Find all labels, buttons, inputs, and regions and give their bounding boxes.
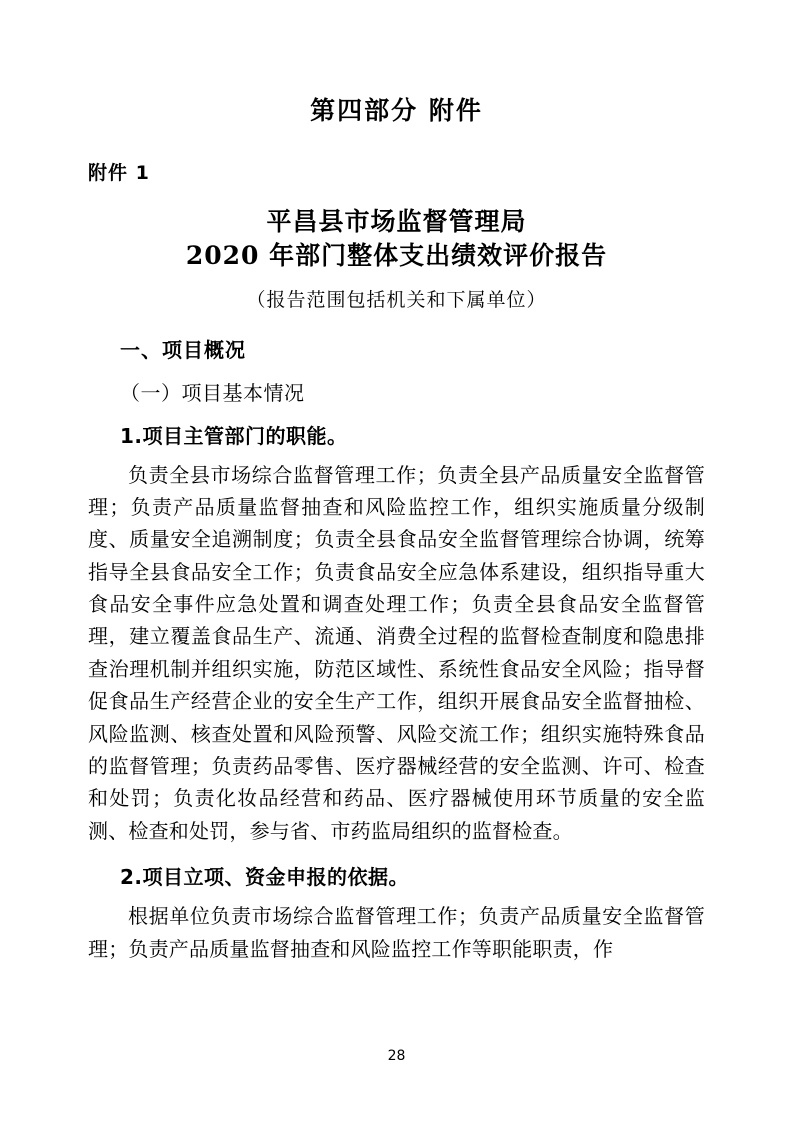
section-heading-1: 一、项目概况 <box>120 337 246 362</box>
subsection-heading-2: 2.项目立项、资金申报的依据。 <box>120 865 410 890</box>
page-content <box>88 0 705 1122</box>
part-title: 第四部分 附件 <box>310 96 483 125</box>
attachment-label: 附件 1 <box>88 162 150 184</box>
body-paragraph-1: 负责全县市场综合监督管理工作；负责全县产品质量安全监督管理；负责产品质量监督抽查和风险监控工作，组织实施质量分级制度、质量安全追溯制度；负责全县食品安全监督管理综合协调，统筹指导全县食品安全工作；负责食品安全应急体系建设，组织指导重大食品安全事件应急处置和调查处理工作；负责全县食品安全监督管理，建立覆盖食品生产、流通、消费全过程的监督检查制度和隐患排查治理机制并组织实施，防范区域性、系统性食品安全风险；指导督促食品生产经营企业的安全生产工作，组织开展食品安全监督抽检、风险监测、核查处置和风险预警、风险交流工作；组织实施特殊食品的监督管理；负责药品零售、医疗器械经营的安全监测、许可、检查和处罚；负责化妆品经营和药品、医疗器械使用环节质量的安全监测、检查和处罚，参与省、市药监局组织的监督检查。 <box>88 462 705 843</box>
document-title-line-1: 平昌县市场监督管理局 <box>266 207 527 236</box>
subsection-heading-1: 1.项目主管部门的职能。 <box>120 423 348 448</box>
page-number: 28 <box>387 1048 406 1064</box>
document-title <box>88 205 705 273</box>
section-heading-1-1: （一）项目基本情况 <box>120 380 305 405</box>
document-subtitle: （报告范围包括机关和下属单位） <box>246 288 547 311</box>
body-paragraph-2: 根据单位负责市场综合监督管理工作；负责产品质量安全监督管理；负责产品质量监督抽查和风险监控工作等职能职责，作 <box>88 904 705 961</box>
document-title-line-2: 2020 年部门整体支出绩效评价报告 <box>185 240 608 270</box>
